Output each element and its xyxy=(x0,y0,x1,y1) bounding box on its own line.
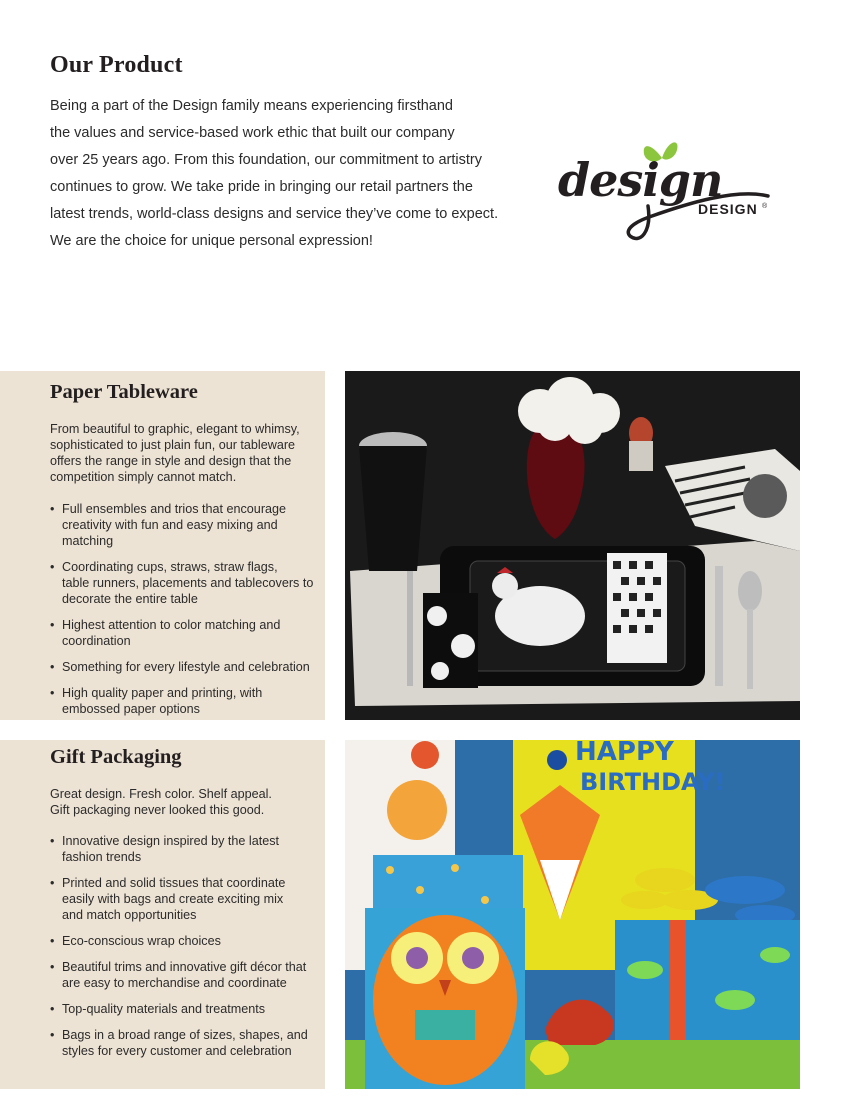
page-title: Our Product xyxy=(50,52,183,78)
bullet-item: • Coordinating cups, straws, straw flags, table runners, placements and tablecovers to decorate the entire table xyxy=(50,560,314,606)
tableware-panel xyxy=(0,371,325,720)
bullet-item: • Full ensembles and trios that encourage creativity with fun and easy mixing and matching xyxy=(50,502,287,548)
lead-line: From beautiful to graphic, elegant to whimsy, xyxy=(50,422,300,436)
bullet-item: • Top-quality materials and treatments xyxy=(50,1002,265,1016)
bullet-item: • Printed and solid tissues that coordinate easily with bags and create exciting mix and match opportunities xyxy=(50,876,286,922)
bullet-item: • Eco-conscious wrap choices xyxy=(50,934,221,948)
lead-line: Gift packaging never looked this good. xyxy=(50,803,265,817)
intro-section xyxy=(50,52,530,255)
bullet-line: Bags in a broad range of sizes, shapes, and xyxy=(62,1028,308,1042)
tableware-bullets xyxy=(50,501,315,727)
bullet-line: creativity with fun and easy mixing and xyxy=(62,518,278,532)
intro-line: We are the choice for unique personal expression! xyxy=(50,233,373,249)
bullet-line: styles for every customer and celebration xyxy=(62,1044,292,1058)
bullet-line: Full ensembles and trios that encourage xyxy=(62,502,287,516)
bag-text-happy: HAPPY xyxy=(575,740,674,767)
lead-line: competition simply cannot match. xyxy=(50,470,237,484)
intro-line: over 25 years ago. From this foundation, our commitment to artistry xyxy=(50,152,482,168)
lead-line: sophisticated to just plain fun, our tableware xyxy=(50,438,296,452)
bullet-line: High quality paper and printing, with xyxy=(62,686,263,700)
intro-paragraph xyxy=(50,93,530,255)
gift-panel xyxy=(0,740,325,1089)
intro-line: Being a part of the Design family means experiencing firsthand xyxy=(50,98,453,114)
intro-line: latest trends, world-class designs and service they’ve come to expect. xyxy=(50,206,499,222)
bullet-item: • High quality paper and printing, with embossed paper options xyxy=(50,686,263,716)
gift-photo xyxy=(345,740,800,1089)
bullet-line: fashion trends xyxy=(62,850,142,864)
bullet-line: Coordinating cups, straws, straw flags, xyxy=(62,560,278,574)
intro-line: continues to grow. We take pride in bringing our retail partners the xyxy=(50,179,473,195)
tableware-lead xyxy=(50,421,312,485)
intro-line: the values and service-based work ethic that built our company xyxy=(50,125,455,141)
gift-title: Gift Packaging xyxy=(50,746,182,768)
tableware-title: Paper Tableware xyxy=(50,381,198,403)
bullet-item: • Highest attention to color matching and coordination xyxy=(50,618,281,648)
bullet-item: • Something for every lifestyle and celebration xyxy=(50,660,310,674)
bullet-line: table runners, placements and tablecovers to xyxy=(62,576,314,590)
logo-registered: ® xyxy=(762,203,768,210)
tableware-photo xyxy=(345,371,800,720)
bullet-item: • Bags in a broad range of sizes, shapes, and styles for every customer and celebration xyxy=(50,1028,308,1058)
bullet-line: Top-quality materials and treatments xyxy=(62,1002,265,1016)
bullet-line: coordination xyxy=(62,634,131,648)
bullet-line: easily with bags and create exciting mix xyxy=(62,892,284,906)
bullet-line: embossed paper options xyxy=(62,702,200,716)
lead-line: Great design. Fresh color. Shelf appeal. xyxy=(50,787,272,801)
bullet-line: decorate the entire table xyxy=(62,592,198,606)
bullet-line: Printed and solid tissues that coordinate xyxy=(62,876,286,890)
gift-lead xyxy=(50,786,312,818)
bullet-line: Something for every lifestyle and celebration xyxy=(62,660,310,674)
bullet-line: Innovative design inspired by the latest xyxy=(62,834,280,848)
bag-text-birthday: BIRTHDAY! xyxy=(580,768,726,796)
logo-script: design xyxy=(558,153,723,207)
logo-wordmark: DESIGN xyxy=(698,201,758,217)
bullet-line: matching xyxy=(62,534,114,548)
design-logo xyxy=(556,136,786,251)
bullet-line: are easy to merchandise and coordinate xyxy=(62,976,287,990)
bullet-line: Beautiful trims and innovative gift décor that xyxy=(62,960,307,974)
bullet-line: Eco-conscious wrap choices xyxy=(62,934,221,948)
bullet-item: • Innovative design inspired by the latest fashion trends xyxy=(50,834,280,864)
gift-bullets xyxy=(50,833,315,1069)
bullet-line: Highest attention to color matching and xyxy=(62,618,281,632)
lead-line: offers the range in style and design that the xyxy=(50,454,292,468)
bullet-line: and match opportunities xyxy=(62,908,197,922)
bullet-item: • Beautiful trims and innovative gift décor that are easy to merchandise and coordinate xyxy=(50,960,307,990)
